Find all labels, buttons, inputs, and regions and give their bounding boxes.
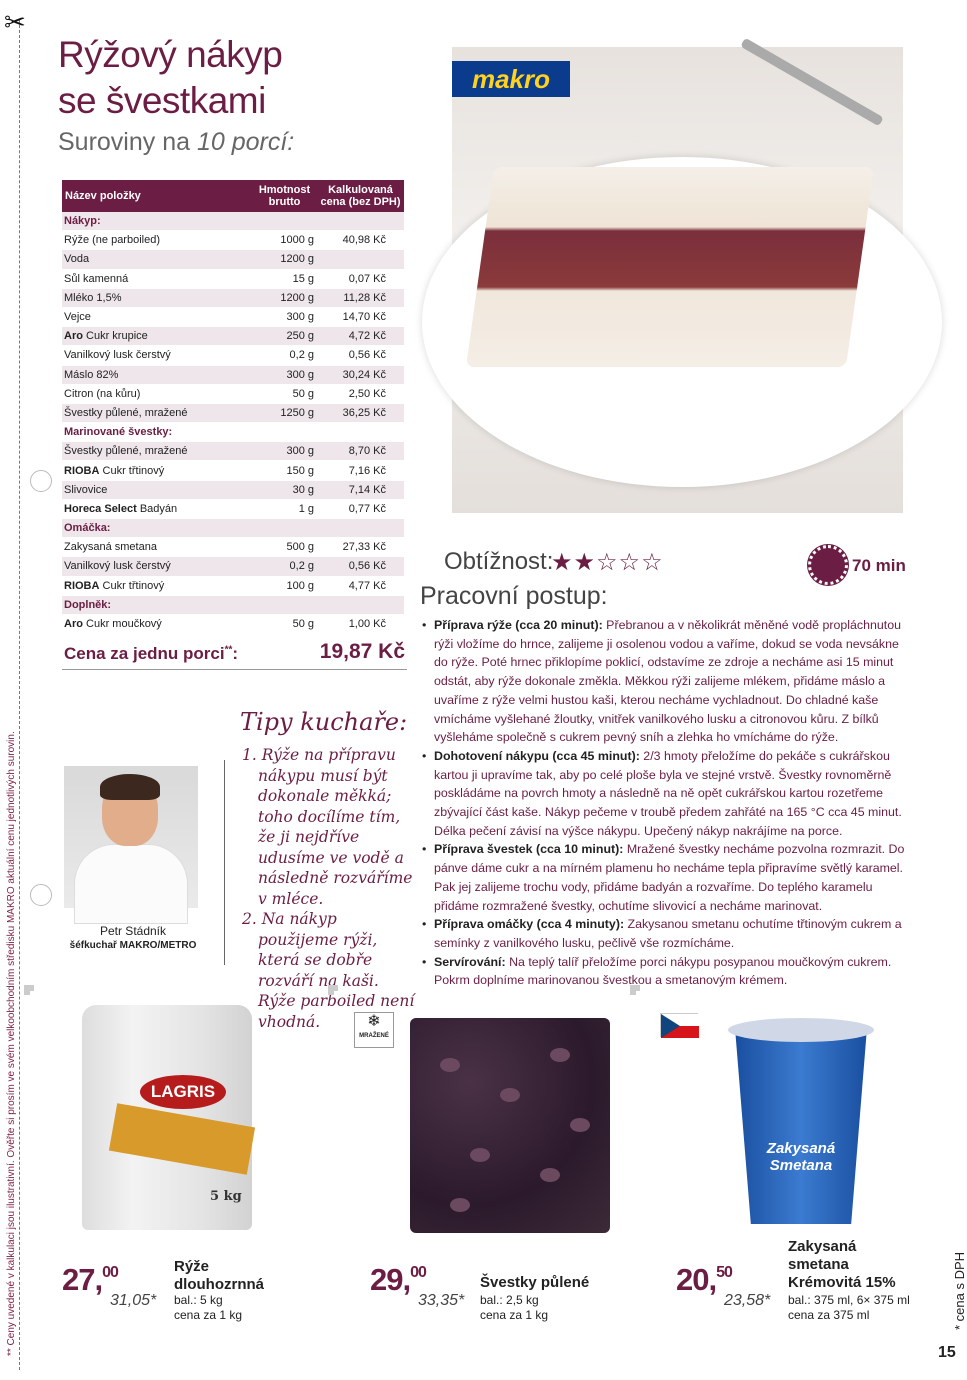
chef-coat: [74, 844, 188, 924]
item-weight: 150 g: [286, 464, 314, 477]
plum: [550, 1048, 570, 1062]
rice-package-band: [109, 1103, 255, 1175]
section-label: Doplněk:: [64, 598, 112, 611]
portion-price-value: 19,87 Kč: [319, 640, 405, 663]
item-label: Vejce: [64, 311, 91, 324]
item-weight: 300 g: [286, 368, 314, 381]
table-row: [62, 538, 404, 557]
item-name: [62, 234, 252, 246]
subtitle-prefix: Suroviny na: [58, 128, 197, 156]
item-weight: 30 g: [292, 483, 314, 496]
portion-label-colon: :: [232, 644, 239, 663]
crop-mark: [24, 985, 34, 995]
item-name: [62, 292, 252, 304]
step-text: Na teplý talíř přeložíme porci nákypu posypanou moučkovým cukrem. Pokrm doplníme marinovanou švestkou a smetanovým krémem.: [434, 954, 892, 988]
header-price: [317, 184, 404, 208]
item-name: [62, 484, 252, 496]
table-section-row: [62, 212, 404, 231]
plum: [470, 1148, 490, 1162]
cup-label: Zakysaná Smetana: [766, 1140, 836, 1174]
star-icon: ★★☆☆☆: [551, 548, 664, 576]
item-brand: Horeca Select: [64, 502, 137, 515]
item-price: 30,24 Kč: [342, 368, 386, 381]
item-price: 0,56 Kč: [348, 560, 386, 573]
procedure-step: [420, 953, 914, 990]
section-label: Omáčka:: [64, 522, 111, 535]
portion-price-label: [64, 644, 238, 664]
procedure-step: [420, 840, 914, 915]
item-name: [62, 465, 252, 477]
table-row: [62, 231, 404, 250]
item-weight: 300 g: [286, 445, 314, 458]
table-row: [62, 500, 404, 519]
item-label: Mléko 1,5%: [64, 291, 122, 304]
item-label: Švestky půlené, mražené: [64, 445, 188, 458]
item-weight: 250 g: [286, 330, 314, 343]
step-heading: Příprava rýže (cca 20 minut):: [434, 618, 603, 632]
product-unit: cena za 1 kg: [480, 1308, 549, 1322]
item-price: 14,70 Kč: [342, 311, 386, 324]
procedure-step: [420, 915, 914, 952]
plum: [450, 1198, 470, 1212]
item-name: [62, 311, 252, 323]
header-weight-line2: brutto: [268, 196, 301, 208]
table-row: [62, 385, 404, 404]
item-label: Cukr třtinový: [99, 579, 165, 592]
product-info: [788, 1293, 910, 1323]
product-name: [174, 1258, 264, 1294]
item-price: 4,77 Kč: [348, 579, 386, 592]
table-header: [62, 180, 404, 212]
item-weight: 500 g: [286, 541, 314, 554]
product-name-line: Švestky půlené: [480, 1274, 590, 1291]
product-name-line: dlouhozrnná: [174, 1276, 264, 1293]
item-name: [62, 253, 252, 265]
title-line-2: se švestkami: [58, 80, 266, 121]
item-label: Cukr třtinový: [99, 464, 165, 477]
price-disclaimer: ** Ceny uvedené v kalkulaci jsou ilustrativní. Ověřte si prosím ve svém velkoobchodním středisku MAKRO aktuální cenu jednotlivých surovin.: [6, 731, 17, 1356]
item-weight: 15 g: [292, 272, 314, 285]
table-row: [62, 461, 404, 480]
plum: [540, 1168, 560, 1182]
table-body: [62, 212, 404, 634]
plum: [500, 1088, 520, 1102]
ingredients-table: [62, 180, 404, 634]
rice-weight-label: 5 kg: [210, 1189, 242, 1204]
procedure-title: Pracovní postup:: [420, 582, 608, 610]
item-label: Zakysaná smetana: [64, 541, 157, 554]
header-price-line2: cena (bez DPH): [320, 196, 401, 208]
product-name: [480, 1274, 589, 1292]
difficulty-label: Obtížnost:: [444, 548, 554, 575]
table-row: [62, 327, 404, 346]
header-weight: [252, 184, 317, 208]
price-dec: 00: [102, 1264, 118, 1281]
item-name: [62, 349, 252, 361]
step-text: 2/3 hmoty přeložíme do pekáče s cukrářskou kartou ji upravíme tak, aby po celé ploše byla ve stejné vrstvě. Švestky rovnoměrně poskládáme na povrch hmoty a následně na ně opět cukrářskou kartou rozetřeme zbývající část kaše. Nákyp pečeme v troubě předem zahřáté na 165 °C cca 45 minut. Délka pečení závisí na výšce nákypu. Upečený nákyp nakrájíme na porce.: [434, 748, 902, 838]
product-name-line: smetana: [788, 1256, 849, 1273]
item-label: Voda: [64, 253, 90, 266]
item-name: [62, 503, 252, 515]
header-price-line1: Kalkulovaná: [328, 184, 393, 196]
item-brand: RIOBA: [64, 579, 100, 592]
item-label: Máslo 82%: [64, 368, 119, 381]
step-heading: Dohotovení nákypu (cca 45 minut):: [434, 748, 640, 763]
flag-cz-icon: [660, 1013, 698, 1037]
header-weight-line1: Hmotnost: [258, 184, 311, 196]
product-unit: cena za 1 kg: [174, 1308, 243, 1322]
punch-hole: [30, 470, 52, 492]
table-section-row: [62, 519, 404, 538]
product-pack: bal.: 375 ml, 6× 375 ml: [788, 1293, 910, 1307]
item-name: [62, 388, 252, 400]
chef-role: šéfkuchař MAKRO/METRO: [69, 940, 197, 951]
price-int: 27,: [62, 1262, 103, 1297]
plum: [440, 1058, 460, 1072]
dish-photo: [452, 47, 903, 513]
item-label: Badyán: [136, 502, 178, 515]
product-pack: bal.: 5 kg: [174, 1293, 223, 1307]
item-label: Švestky půlené, mražené: [64, 406, 188, 419]
product-unit: cena za 375 ml: [788, 1308, 870, 1322]
table-row: [62, 615, 404, 634]
table-row: [62, 346, 404, 365]
table-row: [62, 557, 404, 576]
chef-photo: [64, 766, 198, 908]
plum-package-image: [410, 1018, 610, 1233]
portion-price: [62, 640, 407, 670]
cut-line: [19, 20, 20, 1370]
item-name: [62, 580, 252, 592]
table-row: [62, 404, 404, 423]
item-price: 7,16 Kč: [348, 464, 386, 477]
table-row: [62, 250, 404, 269]
product-price-vat: 31,05*: [110, 1292, 157, 1309]
item-brand: RIOBA: [64, 464, 100, 477]
item-name: [62, 330, 252, 342]
chef-hair: [100, 774, 160, 800]
price-int: 20,: [676, 1262, 717, 1297]
item-label: Vanilkový lusk čerstvý: [64, 349, 171, 362]
item-price: 8,70 Kč: [348, 445, 386, 458]
subtitle-portions: 10 porcí:: [196, 128, 295, 156]
cup-lid: [728, 1018, 874, 1042]
item-weight: 1000 g: [280, 234, 314, 247]
item-name: [62, 618, 252, 630]
prep-time: 70 min: [852, 556, 906, 575]
item-price: 36,25 Kč: [342, 406, 386, 419]
product-name: [788, 1238, 896, 1292]
product-info: [480, 1293, 548, 1323]
step-text: Mražené švestky necháme pozvolna rozmrazit. Do pánve dáme cukr a na mírném plamenu ho necháme tepla připravíme světlý karamel. Pak jej zalijeme trochu vody, přidáme badyán a rozvaříme. Do teplého karamelu přidáme rozmražené švestky, ochutíme slivovicí a necháme marinovat.: [434, 842, 905, 913]
procedure-step: [420, 747, 914, 841]
item-price: 7,14 Kč: [348, 483, 386, 496]
product-info: [174, 1293, 242, 1323]
snowflake-icon: ❄ MRAŽENÉ: [354, 1012, 394, 1048]
rice-package-image: [82, 1005, 252, 1230]
procedure-steps: [420, 616, 914, 990]
item-price: 40,98 Kč: [342, 234, 386, 247]
item-weight: 1200 g: [280, 291, 314, 304]
tip-item: 2. Na nákyp použijeme rýži, která se dobře rozváří na kaši. Rýže parboiled není vhodná.: [242, 910, 415, 1031]
table-row: [62, 289, 404, 308]
item-brand: Aro: [64, 330, 83, 343]
item-price: 0,77 Kč: [348, 502, 386, 515]
plum: [570, 1118, 590, 1132]
item-name: [62, 407, 252, 419]
item-weight: 1200 g: [280, 253, 314, 266]
item-weight: 50 g: [292, 618, 314, 631]
header-name: Název položky: [65, 190, 141, 202]
portion-label-mark: **: [224, 644, 233, 656]
step-heading: Servírování:: [434, 954, 506, 969]
item-label: Cukr moučkový: [82, 618, 162, 631]
cake-slice: [466, 167, 874, 367]
item-price: 1,00 Kč: [348, 618, 386, 631]
step-heading: Příprava omáčky (cca 4 minuty):: [434, 917, 625, 932]
frozen-badge-label: MRAŽENÉ: [359, 1033, 389, 1039]
crop-mark: [328, 985, 338, 995]
tips-title: Tipy kuchaře:: [240, 708, 408, 736]
makro-logo: makro: [452, 61, 570, 97]
lagris-logo: LAGRIS: [140, 1075, 226, 1109]
step-text: Přebranou a v několikrát měněné vodě propláchnutou rýži vložíme do hrnce, zalijeme ji osolenou vodou a vaříme, dokud se voda nevsákne do rýže. Poté hrnec přiklopíme poklicí, odstavíme ze zdroje a necháme asi 15 minut odstát, aby rýže dokonale změkla. Měkkou rýži zalijeme mlékem, přidáme máslo a uvaříme z rýže velmi hustou kaši, kterou necháme vychladnout. Do chladné kaše vmícháme vyšlehané žloutky, vnitřek vanilkového lusku a citronovou kůru. Z bílků vyšleháme společně s cukrem pevný sníh a zlehka ho vmícháme do rýže.: [434, 618, 901, 745]
item-name: [62, 445, 252, 457]
item-name: [62, 273, 252, 285]
step-text: Zakysanou smetanu ochutíme třtinovým cukrem a semínky z vanilkového lusku, pečlivě vše rozmícháme.: [434, 917, 902, 950]
sour-cream-cup-image: [735, 1028, 867, 1224]
recipe-title: [58, 32, 282, 124]
punch-hole: [30, 884, 52, 906]
item-price: 11,28 Kč: [343, 291, 386, 304]
item-price: 27,33 Kč: [342, 541, 386, 554]
item-weight: 0,2 g: [289, 560, 314, 573]
table-row: [62, 270, 404, 289]
item-weight: 50 g: [292, 387, 314, 400]
table-section-row: [62, 596, 404, 615]
section-label: Marinované švestky:: [64, 426, 173, 439]
price-dec: 50: [716, 1264, 732, 1281]
item-label: Sůl kamenná: [64, 272, 129, 285]
price-int: 29,: [370, 1262, 411, 1297]
item-name: [62, 369, 252, 381]
item-weight: 100 g: [286, 579, 314, 592]
crop-mark: [630, 985, 640, 995]
product-price-vat: 33,35*: [418, 1292, 465, 1309]
item-label: Slivovice: [64, 483, 108, 496]
item-price: 0,56 Kč: [348, 349, 386, 362]
product-name-line: Krémovitá 15%: [788, 1274, 896, 1291]
vat-note: * cena s DPH: [952, 1251, 967, 1330]
chef-card: [58, 760, 208, 960]
title-line-1: Rýžový nákyp: [58, 34, 283, 75]
portion-label-text: Cena za jednu porci: [64, 644, 225, 663]
item-name: [62, 541, 252, 553]
item-label: Vanilkový lusk čerstvý: [64, 560, 171, 573]
ingredients-subtitle: [58, 128, 294, 157]
table-row: [62, 442, 404, 461]
item-label: Citron (na kůru): [64, 387, 141, 400]
fork: [740, 38, 884, 127]
price-dec: 00: [410, 1264, 426, 1281]
chef-name: Petr Stádník: [99, 924, 167, 938]
item-label: Rýže (ne parboiled): [64, 234, 160, 247]
product-name-line: Zakysaná: [788, 1238, 857, 1255]
item-price: 0,07 Kč: [348, 272, 386, 285]
table-row: [62, 577, 404, 596]
item-weight: 0,2 g: [289, 349, 314, 362]
procedure-step: [420, 616, 914, 747]
item-weight: 1 g: [298, 502, 314, 515]
product-name-line: Rýže: [174, 1258, 210, 1275]
step-heading: Příprava švestek (cca 10 minut):: [434, 842, 624, 857]
section-label: Nákyp:: [64, 215, 101, 228]
item-price: 4,72 Kč: [348, 330, 386, 343]
table-row: [62, 481, 404, 500]
scissors-icon: ✂: [4, 8, 26, 38]
page-number: 15: [938, 1344, 956, 1361]
tip-item: 1. Rýže na přípravu nákypu musí být dokonale měkká; toho docílíme tím, že ji nejdříve udusíme ve vodě a následně rozváříme v mléce.: [242, 746, 413, 908]
product-price-vat: 23,58*: [724, 1292, 771, 1309]
item-weight: 1250 g: [280, 406, 314, 419]
item-weight: 300 g: [286, 311, 314, 324]
divider: [224, 760, 225, 965]
table-section-row: [62, 423, 404, 442]
item-price: 2,50 Kč: [348, 387, 386, 400]
table-row: [62, 308, 404, 327]
item-brand: Aro: [64, 618, 83, 631]
timer-icon: [808, 545, 848, 585]
item-name: [62, 560, 252, 572]
product-pack: bal.: 2,5 kg: [480, 1293, 539, 1307]
item-label: Cukr krupice: [82, 330, 148, 343]
table-row: [62, 366, 404, 385]
